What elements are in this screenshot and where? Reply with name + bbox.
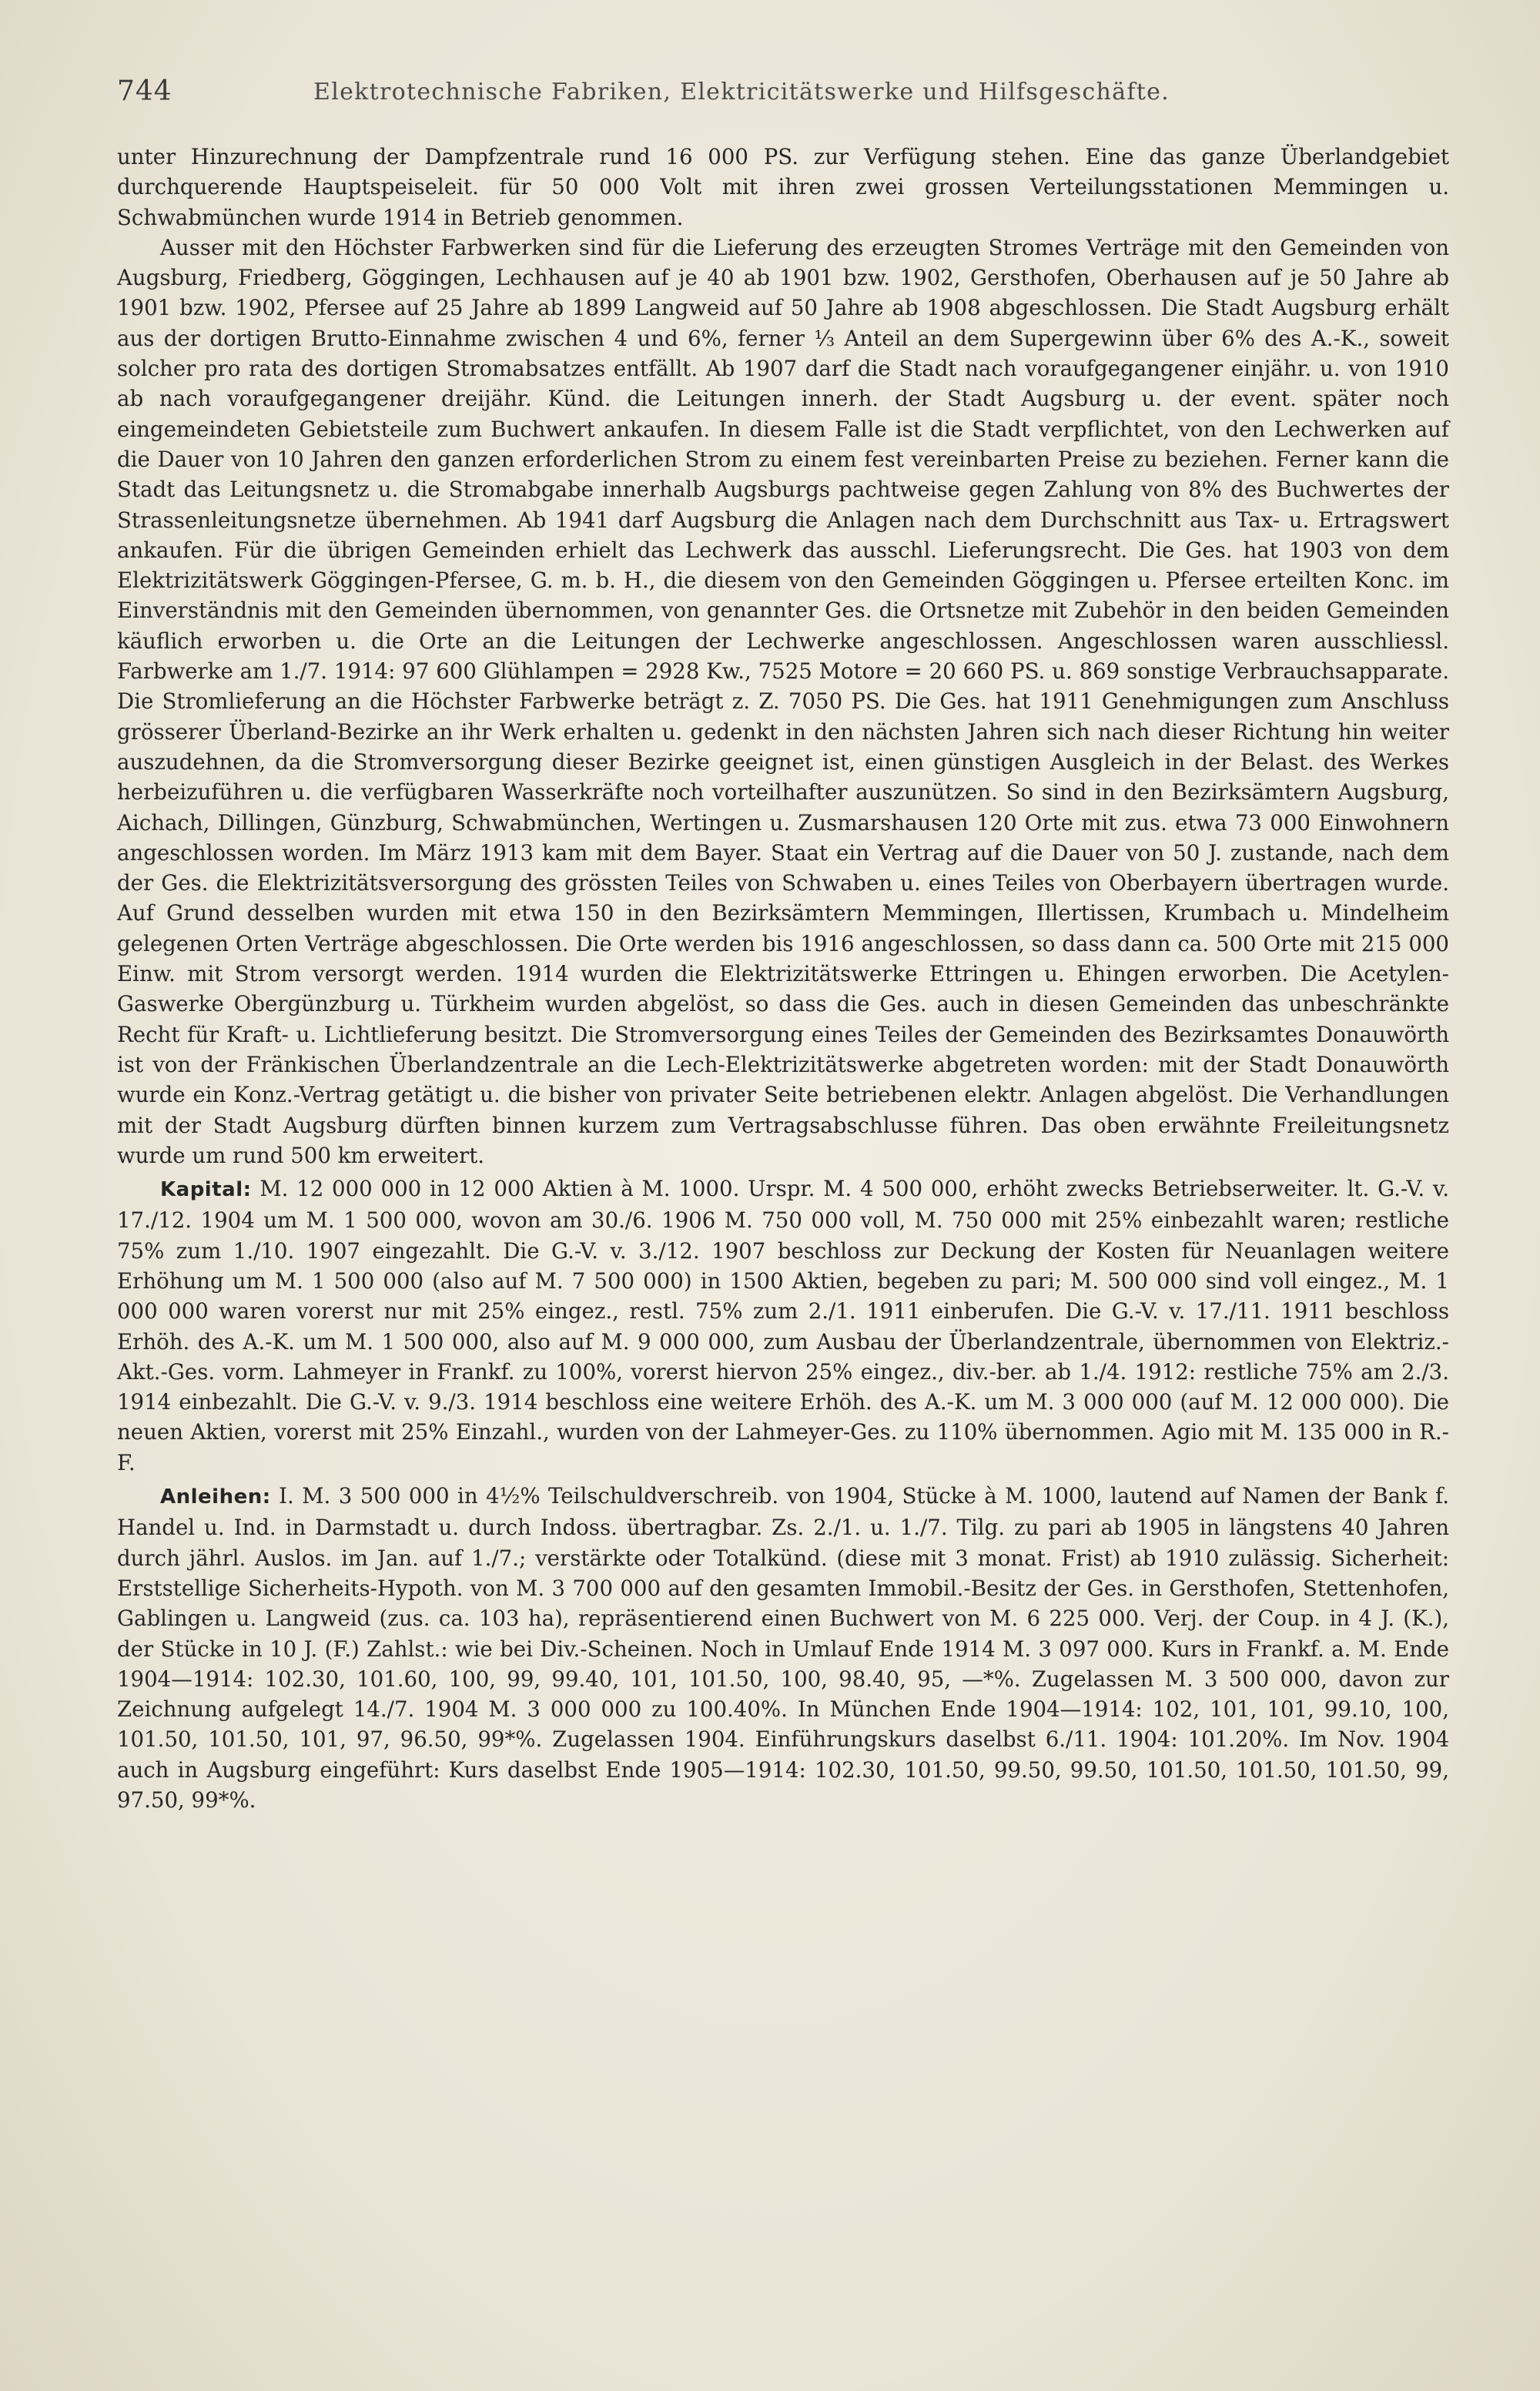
paragraph-contracts: [117, 233, 1449, 1170]
paragraph-continuation: [117, 142, 1449, 233]
paragraph-text: unter Hinzurechnung der Dampfzentrale rund 16 000 PS. zur Verfügung stehen. Eine das ganze Überlandgebiet durchquerende Hauptspeiseleit. für 50 000 Volt mit ihren zwei grossen Verteilungsstationen Memmingen u. Schwabmünchen wurde 1914 in Betrieb genommen.: [117, 144, 1449, 230]
page-header: [117, 75, 1441, 114]
section-lead-anleihen: Anleihen:: [160, 1485, 271, 1509]
running-title: Elektrotechnische Fabriken, Elektricitätswerke und Hilfsgeschäfte.: [313, 79, 1170, 105]
page-number: 744: [117, 75, 172, 107]
section-lead-kapital: Kapital:: [160, 1178, 252, 1202]
paragraph-kapital: [117, 1174, 1449, 1478]
paragraph-anleihen: [117, 1481, 1449, 1815]
paragraph-text: M. 12 000 000 in 12 000 Aktien à M. 1000. Urspr. M. 4 500 000, erhöht zwecks Betriebserweiter. lt. G.-V. v. 17./12. 1904 um M. 1 500 000, wovon am 30./6. 1906 M. 750 000 voll, M. 750 000 mit 25% einbezahlt waren; restliche 75% zum 1./10. 1907 eingezahlt. Die G.-V. v. 3./12. 1907 beschloss zur Deckung der Kosten für Neuanlagen weitere Erhöhung um M. 1 500 000 (also auf M. 7 500 000) in 1500 Aktien, begeben zu pari; M. 500 000 sind voll eingez., M. 1 000 000 waren vorerst nur mit 25% eingez., restl. 75% zum 2./1. 1911 einberufen. Die G.-V. v. 17./11. 1911 beschloss Erhöh. des A.-K. um M. 1 500 000, also auf M. 9 000 000, zum Ausbau der Überlandzentrale, übernommen von Elektriz.-Akt.-Ges. vorm. Lahmeyer in Frankf. zu 100%, vorerst hiervon 25% eingez., div.-ber. ab 1./4. 1912: restliche 75% am 2./3. 1914 einbezahlt. Die G.-V. v. 9./3. 1914 beschloss eine weitere Erhöh. des A.-K. um M. 3 000 000 (auf M. 12 000 000). Die neuen Aktien, vorerst mit 25% Einzahl., wurden von der Lahmeyer-Ges. zu 110% übernommen. Agio mit M. 135 000 in R.-F.: [117, 1176, 1449, 1475]
paragraph-text: I. M. 3 500 000 in 4½% Teilschuldverschreib. von 1904, Stücke à M. 1000, lautend auf Namen der Bank f. Handel u. Ind. in Darmstadt u. durch Indoss. übertragbar. Zs. 2./1. u. 1./7. Tilg. zu pari ab 1905 in längstens 40 Jahren durch jährl. Auslos. im Jan. auf 1./7.; verstärkte oder Totalkünd. (diese mit 3 monat. Frist) ab 1910 zulässig. Sicherheit: Erststellige Sicherheits-Hypoth. von M. 3 700 000 auf den gesamten Immobil.-Besitz der Ges. in Gersthofen, Stettenhofen, Gablingen u. Langweid (zus. ca. 103 ha), repräsentierend einen Buchwert von M. 6 225 000. Verj. der Coup. in 4 J. (K.), der Stücke in 10 J. (F.) Zahlst.: wie bei Div.-Scheinen. Noch in Umlauf Ende 1914 M. 3 097 000. Kurs in Frankf. a. M. Ende 1904—1914: 102.30, 101.60, 100, 99, 99.40, 101, 101.50, 100, 98.40, 95, —*%. Zugelassen M. 3 500 000, davon zur Zeichnung aufgelegt 14./7. 1904 M. 3 000 000 zu 100.40%. In München Ende 1904—1914: 102, 101, 101, 99.10, 100, 101.50, 101.50, 101, 97, 96.50, 99*%. Zugelassen 1904. Einführungskurs daselbst 6./11. 1904: 101.20%. Im Nov. 1904 auch in Augsburg eingeführt: Kurs daselbst Ende 1905—1914: 102.30, 101.50, 99.50, 99.50, 101.50, 101.50, 101.50, 99, 97.50, 99*%.: [117, 1483, 1449, 1813]
page-body: [117, 142, 1449, 1815]
paragraph-text: Ausser mit den Höchster Farbwerken sind für die Lieferung des erzeugten Stromes Verträge mit den Gemeinden von Augsburg, Friedberg, Göggingen, Lechhausen auf je 40 ab 1901 bzw. 1902, Gersthofen, Oberhausen auf je 50 Jahre ab 1901 bzw. 1902, Pfersee auf 25 Jahre ab 1899 Langweid auf 50 Jahre ab 1908 abgeschlossen. Die Stadt Augsburg erhält aus der dortigen Brutto-Einnahme zwischen 4 und 6%, ferner ⅓ Anteil an dem Supergewinn über 6% des A.-K., soweit solcher pro rata des dortigen Stromabsatzes entfällt. Ab 1907 darf die Stadt nach voraufgegangener einjähr. u. von 1910 ab nach voraufgegangener dreijähr. Künd. die Leitungen innerh. der Stadt Augsburg u. der event. später noch eingemeindeten Gebietsteile zum Buchwert ankaufen. In diesem Falle ist die Stadt verpflichtet, von den Lechwerken auf die Dauer von 10 Jahren den ganzen erforderlichen Strom zu einem fest vereinbarten Preise zu beziehen. Ferner kann die Stadt das Leitungsnetz u. die Stromabgabe innerhalb Augsburgs pachtweise gegen Zahlung von 8% des Buchwertes der Strassenleitungsnetze übernehmen. Ab 1941 darf Augsburg die Anlagen nach dem Durchschnitt aus Tax- u. Ertragswert ankaufen. Für die übrigen Gemeinden erhielt das Lechwerk das ausschl. Lieferungsrecht. Die Ges. hat 1903 von dem Elektrizitätswerk Göggingen-Pfersee, G. m. b. H., die diesem von den Gemeinden Göggingen u. Pfersee erteilten Konc. im Einverständnis mit den Gemeinden übernommen, von genannter Ges. die Ortsnetze mit Zubehör in den beiden Gemeinden käuflich erworben u. die Orte an die Leitungen der Lechwerke angeschlossen. Angeschlossen waren ausschliessl. Farbwerke am 1./7. 1914: 97 600 Glühlampen = 2928 Kw., 7525 Motore = 20 660 PS. u. 869 sonstige Verbrauchsapparate. Die Stromlieferung an die Höchster Farbwerke beträgt z. Z. 7050 PS. Die Ges. hat 1911 Genehmigungen zum Anschluss grösserer Überland-Bezirke an ihr Werk erhalten u. gedenkt in den nächsten Jahren sich nach dieser Richtung hin weiter auszudehnen, da die Stromversorgung dieser Bezirke geeignet ist, einen günstigen Ausgleich in der Belast. des Werkes herbeizuführen u. die verfügbaren Wasserkräfte noch vorteilhafter auszunützen. So sind in den Bezirksämtern Augsburg, Aichach, Dillingen, Günzburg, Schwabmünchen, Wertingen u. Zusmarshausen 120 Orte mit zus. etwa 73 000 Einwohnern angeschlossen worden. Im März 1913 kam mit dem Bayer. Staat ein Vertrag auf die Dauer von 50 J. zustande, nach dem der Ges. die Elektrizitätsversorgung des grössten Teiles von Schwaben u. eines Teiles von Oberbayern übertragen wurde. Auf Grund desselben wurden mit etwa 150 in den Bezirksämtern Memmingen, Illertissen, Krumbach u. Mindelheim gelegenen Orten Verträge abgeschlossen. Die Orte werden bis 1916 angeschlossen, so dass dann ca. 500 Orte mit 215 000 Einw. mit Strom versorgt werden. 1914 wurden die Elektrizitätswerke Ettringen u. Ehingen erworben. Die Acetylen-Gaswerke Obergünzburg u. Türkheim wurden abgelöst, so dass die Ges. auch in diesen Gemeinden das unbeschränkte Recht für Kraft- u. Lichtlieferung besitzt. Die Stromversorgung eines Teiles der Gemeinden des Bezirksamtes Donauwörth ist von der Fränkischen Überlandzentrale an die Lech-Elektrizitätswerke abgetreten worden: mit der Stadt Donauwörth wurde ein Konz.-Vertrag getätigt u. die bisher von privater Seite betriebenen elektr. Anlagen abgelöst. Die Verhandlungen mit der Stadt Augsburg dürften binnen kurzem zum Vertragsabschlusse führen. Das oben erwähnte Freileitungsnetz wurde um rund 500 km erweitert.: [117, 234, 1449, 1168]
